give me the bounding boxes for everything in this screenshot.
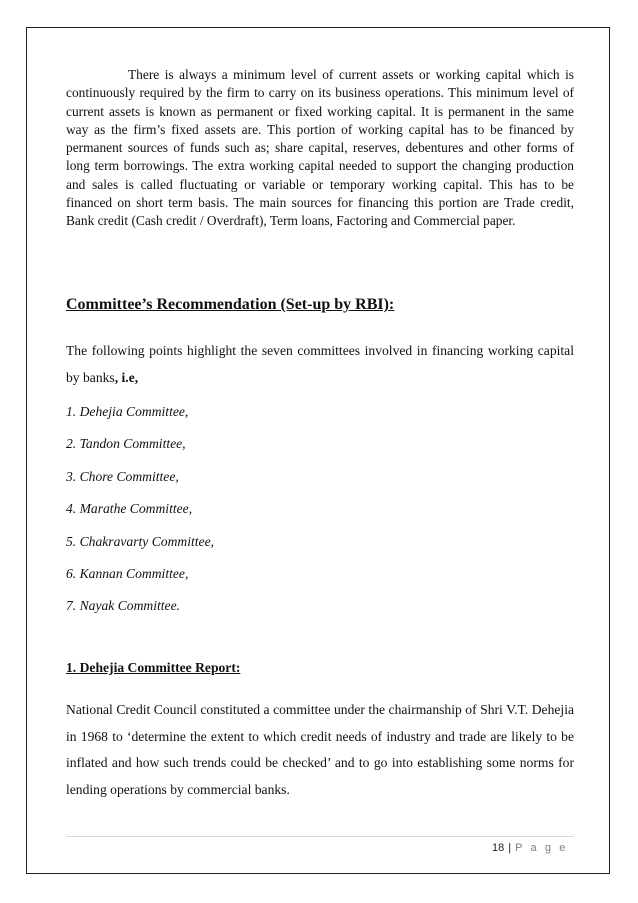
list-item: 3. Chore Committee,	[66, 468, 179, 484]
page-footer	[492, 841, 568, 855]
footer-separator: |	[508, 842, 512, 854]
footer-divider	[66, 836, 574, 837]
list-item: 6. Kannan Committee,	[66, 565, 189, 581]
intro-text: The following points highlight the seven committees involved in financing working capital by banks	[66, 343, 574, 385]
page-label: P a g e	[515, 842, 568, 854]
list-item: 5. Chakravarty Committee,	[66, 533, 214, 549]
list-item: 4. Marathe Committee,	[66, 501, 193, 517]
paragraph-dehejia: National Credit Council constituted a committee under the chairmanship of Shri V.T. Dehejia in 1968 to ‘determine the extent to which credit needs of industry and trade are likely to be inflated and how such trends could be checked’ and to go into establishing some norms for lending operations by commercial banks.	[66, 702, 574, 797]
intro-paragraph	[66, 337, 574, 391]
subsection-heading: 1. Dehejia Committee Report:	[66, 660, 241, 675]
list-item: 7. Nayak Committee.	[66, 598, 181, 614]
body-text	[66, 66, 574, 231]
committee-list	[66, 402, 214, 629]
list-item: 2. Tandon Committee,	[66, 436, 186, 452]
section-heading: Committee’s Recommendation (Set-up by RBI):	[66, 296, 395, 313]
list-item: 1. Dehejia Committee,	[66, 404, 189, 419]
intro-bold: , i.e,	[114, 370, 139, 385]
page-number: 18	[492, 842, 505, 854]
paragraph-working-capital: There is always a minimum level of current assets or working capital which is continuously required by the firm to carry on its business operations. This minimum level of current assets is known as permanent or fixed working capital. It is permanent in the same way as the firm’s fixed assets are. This portion of working capital has to be financed by permanent sources of funds such as; share capital, reserves, debentures and other forms of long term borrowings. The extra working capital needed to support the changing production and sales is called fluctuating or variable or temporary working capital. This has to be financed on short term basis. The main sources for financing this portion are Trade credit, Bank credit (Cash credit / Overdraft), Term loans, Factoring and Commercial paper.	[66, 67, 574, 229]
